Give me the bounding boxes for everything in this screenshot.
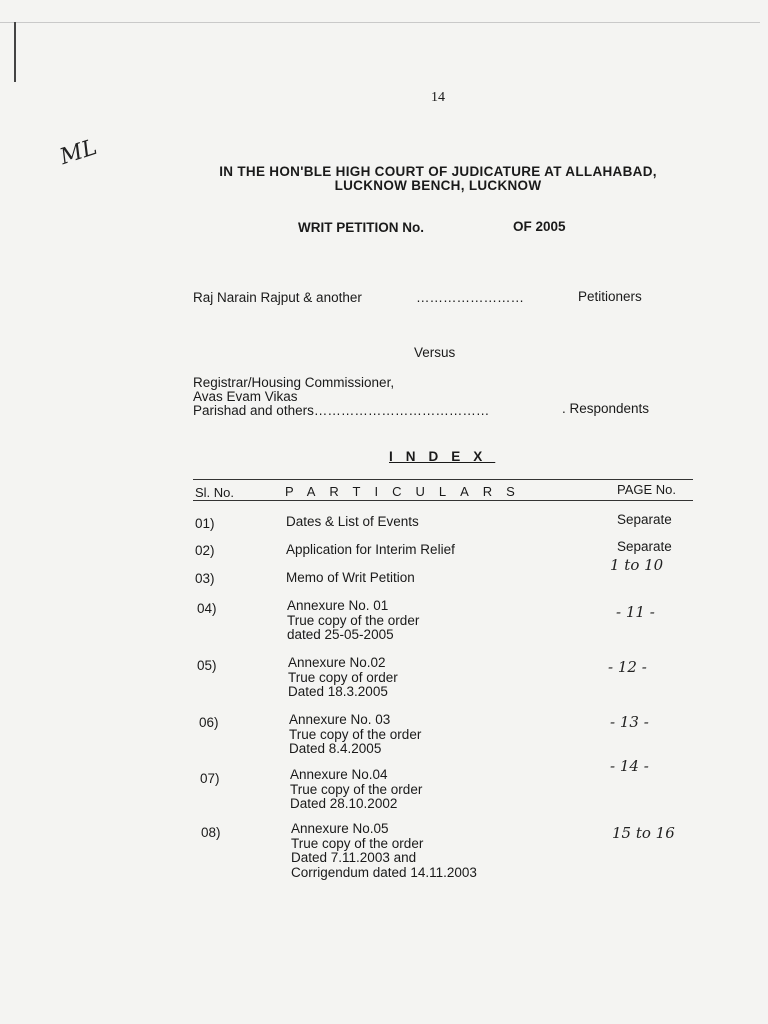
row-6-sl: 06) (199, 715, 219, 730)
header-particulars: PARTICULARS (285, 484, 529, 499)
scan-edge-top (0, 22, 760, 23)
row-2-sl: 02) (195, 543, 215, 558)
table-rule-bottom (193, 500, 693, 501)
table-rule-top (193, 479, 693, 480)
row-7-line-2: True copy of the order (290, 781, 423, 797)
petitioner-name: Raj Narain Rajput & another (193, 290, 362, 305)
row-5-line-3: Dated 18.3.2005 (288, 684, 388, 699)
row-6-line-2: True copy of the order (289, 726, 422, 742)
scan-edge-left (14, 22, 16, 82)
row-8-particular (291, 822, 477, 880)
margin-initials: ML (57, 134, 101, 171)
row-3-page-handwritten: 1 to 10 (610, 556, 664, 574)
writ-petition-year: OF 2005 (513, 219, 566, 234)
court-title-line2: LUCKNOW BENCH, LUCKNOW (334, 178, 542, 193)
row-4-line-3: dated 25-05-2005 (287, 627, 394, 642)
row-7-line-1: Annexure No.04 (290, 767, 388, 782)
row-4-sl: 04) (197, 601, 217, 616)
court-title-line1: IN THE HON'BLE HIGH COURT OF JUDICATURE AT ALLAHABAD, (219, 164, 657, 179)
row-8-line-4: Corrigendum dated 14.11.2003 (291, 864, 477, 880)
row-2-page: Separate (617, 539, 672, 554)
row-8-sl: 08) (201, 825, 221, 840)
row-8-line-3: Dated 7.11.2003 and (291, 850, 417, 865)
row-1-sl: 01) (195, 516, 215, 531)
row-6-line-1: Annexure No. 03 (289, 712, 391, 727)
row-8-line-2: True copy of the order (291, 835, 424, 851)
row-3-sl: 03) (195, 571, 215, 586)
row-6-line-3: Dated 8.4.2005 (289, 741, 382, 756)
row-7-particular (290, 768, 422, 812)
row-7-sl: 07) (200, 771, 220, 786)
row-6-page-handwritten: - 13 - (610, 713, 649, 731)
row-5-sl: 05) (197, 658, 217, 673)
row-5-particular (288, 656, 398, 700)
row-4-page-handwritten: - 11 - (616, 603, 655, 621)
respondent-line1: Registrar/Housing Commissioner, (193, 375, 395, 390)
versus-label: Versus (414, 345, 456, 360)
row-8-line-1: Annexure No.05 (291, 821, 389, 836)
row-8-page-handwritten: 15 to 16 (612, 824, 675, 842)
row-4-line-2: True copy of the order (287, 612, 420, 628)
row-2-particular: Application for Interim Relief (286, 542, 455, 557)
row-7-page-handwritten: - 14 - (610, 757, 649, 775)
respondent-role: . Respondents (562, 401, 650, 416)
index-title: INDEX (389, 449, 496, 464)
petitioner-dots: …………………… (416, 290, 524, 305)
row-7-line-3: Dated 28.10.2002 (290, 796, 398, 811)
petitioner-role: Petitioners (578, 289, 642, 304)
writ-petition-label: WRIT PETITION No. (298, 220, 424, 235)
row-1-page: Separate (617, 512, 672, 527)
row-6-particular (289, 713, 421, 757)
row-5-line-2: True copy of order (288, 669, 398, 685)
row-5-page-handwritten: - 12 - (608, 658, 647, 676)
row-4-line-1: Annexure No. 01 (287, 598, 389, 613)
respondent-line3: Parishad and others………………………………… (193, 403, 490, 418)
row-4-particular (287, 599, 419, 643)
header-page-no: PAGE No. (617, 482, 677, 497)
header-sl-no: Sl. No. (195, 485, 235, 500)
row-3-particular: Memo of Writ Petition (286, 570, 415, 585)
row-5-line-1: Annexure No.02 (288, 655, 386, 670)
page-number: 14 (431, 90, 445, 105)
respondent-line2: Avas Evam Vikas (193, 389, 298, 404)
row-1-particular: Dates & List of Events (286, 514, 419, 529)
